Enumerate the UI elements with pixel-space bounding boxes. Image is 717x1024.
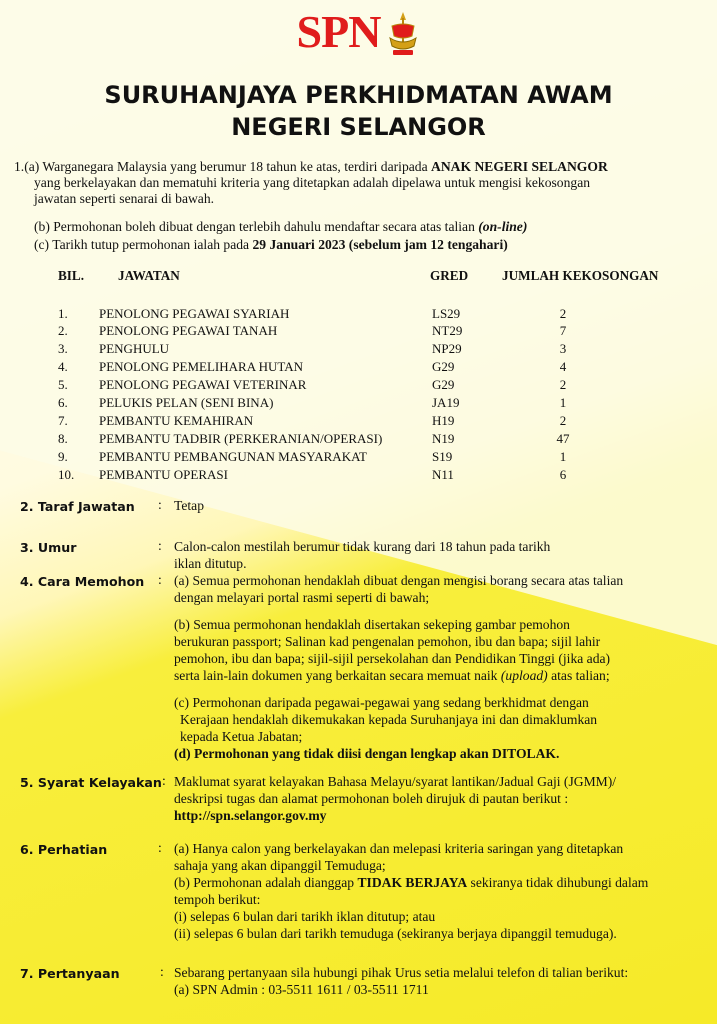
section-2-colon: : xyxy=(158,497,162,512)
section-6-colon: : xyxy=(158,840,162,855)
section-3-line-1: Calon-calon mestilah berumur tidak kurang dari 18 tahun pada tarikh xyxy=(174,539,551,554)
section-4-c-line-2: Kerajaan hendaklah dikemukakan kepada Suruhanjaya ini dan dimaklumkan xyxy=(180,712,598,727)
section-5-link[interactable]: http://spn.selangor.gov.my xyxy=(174,808,327,823)
intro-a-line-3: jawatan seperti senarai di bawah. xyxy=(34,191,215,206)
table-row: 10. PEMBANTU OPERASI N11 6 xyxy=(58,467,567,482)
section-4-b-line-1: (b) Semua permohonan hendaklah disertakan sekeping gambar pemohon xyxy=(174,617,570,632)
intro-a-line-2: yang berkelayakan dan mematuhi kriteria yang ditetapkan adalah dipelawa untuk mengisi kekosongan xyxy=(34,175,591,190)
table-header-no: BIL. xyxy=(58,268,85,283)
section-3-label: 3. Umur xyxy=(20,540,77,555)
section-7-line-2: (a) SPN Admin : 03-5511 1611 / 03-5511 1711 xyxy=(174,982,429,997)
section-7-label: 7. Pertanyaan xyxy=(20,966,120,981)
logo-text: SPN xyxy=(296,6,381,57)
section-4-b-line-4: serta lain-lain dokumen yang berkaitan secara memuat naik (upload) atas talian; xyxy=(174,668,610,683)
section-6-a-line-1: (a) Hanya calon yang berkelayakan dan melepasi kriteria saringan yang ditetapkan xyxy=(174,841,624,856)
table-header-job: JAWATAN xyxy=(118,268,180,283)
section-4-b-line-2: berukuran passport; Salinan kad pengenalan pemohon, ibu dan bapa; sijil lahir xyxy=(174,634,601,649)
table-row: 3. PENGHULU NP29 3 xyxy=(58,341,567,356)
section-4-c-line-1: (c) Permohonan daripada pegawai-pegawai yang sedang berkhidmat dengan xyxy=(174,695,589,710)
section-6-b-line-1: (b) Permohonan adalah dianggap TIDAK BERJAYA sekiranya tidak dihubungi dalam xyxy=(174,875,649,890)
section-4-a-line-2: dengan melayari portal rasmi seperti di bawah; xyxy=(174,590,430,605)
table-row: 1. PENOLONG PEGAWAI SYARIAH LS29 2 xyxy=(58,306,567,321)
section-4-label: 4. Cara Memohon xyxy=(20,574,145,589)
section-7-colon: : xyxy=(160,964,164,979)
section-5-label: 5. Syarat Kelayakan xyxy=(20,775,162,790)
section-4-colon: : xyxy=(158,572,162,587)
section-5-line-2: deskripsi tugas dan alamat permohonan boleh dirujuk di pautan berikut : xyxy=(174,791,569,806)
section-6-i: (i) selepas 6 bulan dari tarikh iklan ditutup; atau xyxy=(174,909,436,924)
section-2-text: Tetap xyxy=(174,498,204,513)
section-5-line-1: Maklumat syarat kelayakan Bahasa Melayu/syarat lantikan/Jadual Gaji (JGMM)/ xyxy=(174,774,617,789)
section-3-line-2: iklan ditutup. xyxy=(174,556,247,571)
table-row: 4. PENOLONG PEMELIHARA HUTAN G29 4 xyxy=(58,359,567,374)
intro-c: (c) Tarikh tutup permohonan ialah pada 29 Januari 2023 (sebelum jam 12 tengahari) xyxy=(34,237,508,252)
section-6-a-line-2: sahaja yang akan dipanggil Temuduga; xyxy=(174,858,386,873)
section-4-d: (d) Permohonan yang tidak diisi dengan lengkap akan DITOLAK. xyxy=(174,746,560,761)
section-3-colon: : xyxy=(158,538,162,553)
table-row: 6. PELUKIS PELAN (SENI BINA) JA19 1 xyxy=(58,395,567,410)
page-title-line-1: SURUHANJAYA PERKHIDMATAN AWAM xyxy=(104,81,613,109)
table-header-count: JUMLAH KEKOSONGAN xyxy=(502,268,659,283)
section-6-label: 6. Perhatian xyxy=(20,842,108,857)
table-row: 8. PEMBANTU TADBIR (PERKERANIAN/OPERASI) N19 47 xyxy=(58,431,570,446)
page-title-line-2: NEGERI SELANGOR xyxy=(231,113,486,141)
table-header-grade: GRED xyxy=(430,268,469,283)
section-4-b-line-3: pemohon, ibu dan bapa; sijil-sijil persekolahan dan Pendidikan Tinggi (jika ada) xyxy=(174,651,611,666)
section-2-label: 2. Taraf Jawatan xyxy=(20,499,135,514)
table-row: 9. PEMBANTU PEMBANGUNAN MASYARAKAT S19 1 xyxy=(58,449,567,464)
selangor-crest-icon xyxy=(386,12,420,63)
intro-b: (b) Permohonan boleh dibuat dengan terlebih dahulu mendaftar secara atas talian (on-line) xyxy=(34,219,528,234)
section-5-colon: : xyxy=(162,773,166,788)
table-row: 5. PENOLONG PEGAWAI VETERINAR G29 2 xyxy=(58,377,567,392)
spn-logo xyxy=(0,6,717,63)
intro-a-line-1: 1.(a) Warganegara Malaysia yang berumur 18 tahun ke atas, terdiri daripada ANAK NEGERI SELANGOR xyxy=(14,159,608,174)
section-7-line-1: Sebarang pertanyaan sila hubungi pihak Urus setia melalui telefon di talian berikut: xyxy=(174,965,629,980)
section-6-b-line-2: tempoh berikut: xyxy=(174,892,261,907)
table-row: 7. PEMBANTU KEMAHIRAN H19 2 xyxy=(58,413,567,428)
section-4-a-line-1: (a) Semua permohonan hendaklah dibuat dengan mengisi borang secara atas talian xyxy=(174,573,624,588)
section-4-c-line-3: kepada Ketua Jabatan; xyxy=(180,729,303,744)
table-row: 2. PENOLONG PEGAWAI TANAH NT29 7 xyxy=(58,323,567,338)
section-6-ii: (ii) selepas 6 bulan dari tarikh temuduga (sekiranya berjaya dipanggil temuduga). xyxy=(174,926,617,941)
